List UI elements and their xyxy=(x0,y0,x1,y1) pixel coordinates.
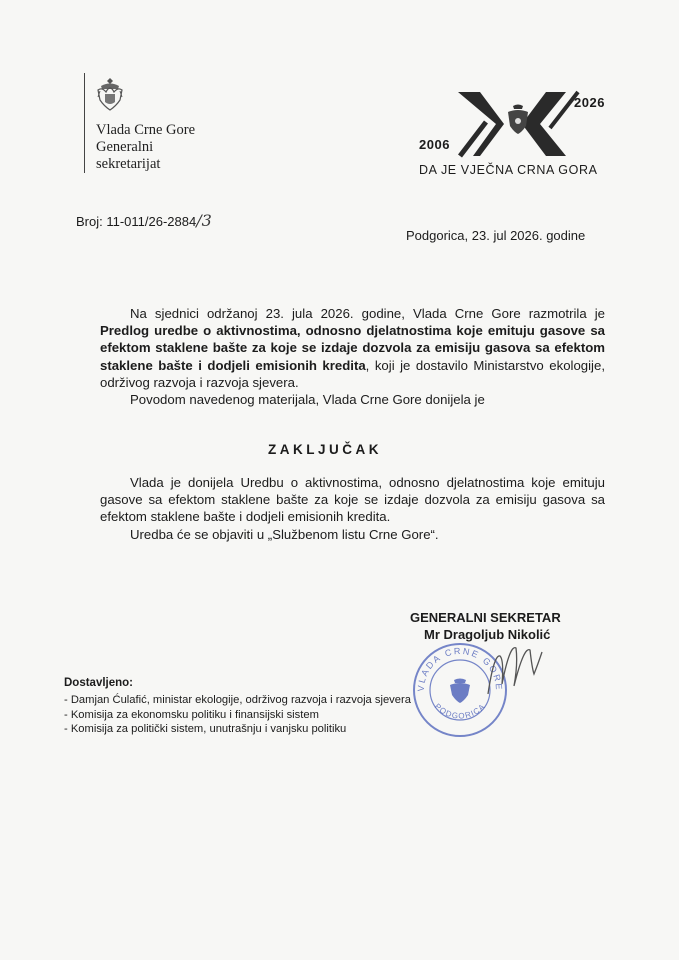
coat-of-arms-icon xyxy=(95,76,125,116)
handwritten-suffix: /3 xyxy=(196,211,212,230)
institution-line: sekretarijat xyxy=(96,156,161,172)
institution-line: Generalni xyxy=(96,139,154,155)
logo-year-start: 2006 xyxy=(419,137,450,152)
logo-year-end: 2026 xyxy=(574,95,605,110)
stamp-crest-icon xyxy=(450,679,470,704)
logo-motto: DA JE VJEČNA CRNA GORA xyxy=(419,163,598,177)
intro-text-start: Na sjednici održanoj 23. jula 2026. godine, Vlada Crne Gore razmotrila je xyxy=(130,306,605,321)
intro-text-bold: Predlog uredbe o aktivnostima, odnosno djelatnostima koje emituju gasove sa efektom staklene bašte za koje se izdaje dozvola za emisiju gasova sa efektom staklene bašte i dodjeli emisionih kredita xyxy=(100,323,605,373)
reference-number xyxy=(76,211,212,230)
reference-number-text: Broj: 11-011/26-2884 xyxy=(76,214,197,229)
delivery-list xyxy=(64,693,411,737)
conclusion-section xyxy=(100,474,605,543)
svg-text:PODGORICA: PODGORICA xyxy=(432,701,488,721)
intro-section xyxy=(100,305,605,408)
intro-paragraph xyxy=(100,305,605,391)
conclusion-paragraph: Vlada je donijela Uredbu o aktivnostima, odnosno djelatnostima koje emituju gasove sa efektom staklene bašte za koje se izdaje dozvola za emisiju gasova sa efektom staklene bašte i dodjeli emisionih kredita. xyxy=(100,475,605,525)
svg-text:VLADA CRNE GORE: VLADA CRNE GORE xyxy=(415,645,505,692)
institution-line: Vlada Crne Gore xyxy=(96,122,196,138)
letterhead-divider xyxy=(84,73,85,173)
signatory-name: Mr Dragoljub Nikolić xyxy=(424,627,551,642)
signatory-title: GENERALNI SEKRETAR xyxy=(410,610,561,625)
place-date: Podgorica, 23. jul 2026. godine xyxy=(406,228,586,243)
institution-name xyxy=(96,122,195,173)
conclusion-paragraph-2: Uredba će se objaviti u „Službenom listu Crne Gore“. xyxy=(130,526,439,542)
conclusion-heading: ZAKLJUČAK xyxy=(268,442,382,457)
logo-crest-icon xyxy=(508,105,528,135)
intro-text-end: , koji je dostavilo Ministarstvo ekologije, održivog razvoja i razvoja sjevera. xyxy=(100,357,605,390)
delivery-item: - Damjan Ćulafić, ministar ekologije, održivog razvoja i razvoja sjevera xyxy=(64,694,411,706)
delivery-item: - Komisija za politički sistem, unutrašnju i vanjsku politiku xyxy=(64,723,347,735)
delivery-title: Dostavljeno: xyxy=(64,677,134,689)
handwritten-signature xyxy=(480,634,550,704)
delivery-item: - Komisija za ekonomsku politiku i finansijski sistem xyxy=(64,708,319,721)
intro-paragraph-2: Povodom navedenog materijala, Vlada Crne Gore donijela je xyxy=(130,392,485,408)
